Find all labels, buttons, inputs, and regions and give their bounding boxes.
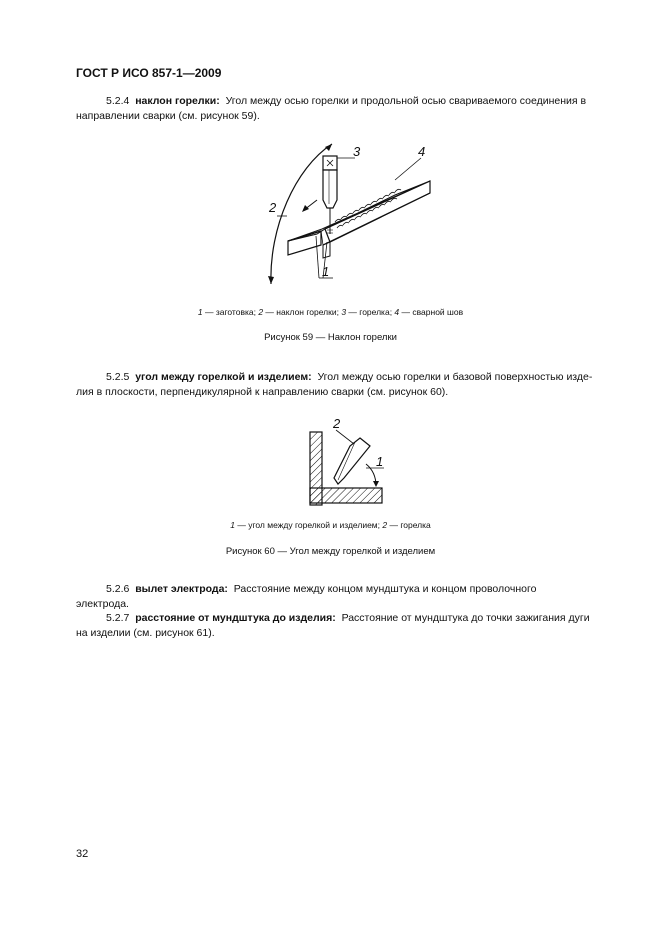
arc-arrowhead-top [325, 144, 332, 151]
figure-60-caption: Рисунок 60 — Угол между горелкой и изделием [225, 546, 436, 557]
section-text: Угол между осью горелки и базовой поверхностью изде- [317, 371, 593, 383]
arc-arrowhead-bottom [268, 276, 274, 284]
document-header: ГОСТ Р ИСО 857-1—2009 [76, 66, 222, 80]
figure-59-caption: Рисунок 59 — Наклон горелки [264, 332, 397, 343]
section-number: 5.2.4 [106, 95, 130, 107]
torch [334, 438, 370, 484]
label-1: 1 [376, 454, 384, 469]
section-text: Расстояние между концом мундштука и концом проволочного [233, 583, 537, 595]
section-term: наклон горелки: [135, 95, 220, 107]
label-1-leader-a [316, 236, 319, 278]
section-number: 5.2.6 [106, 583, 130, 595]
horizontal-plate [310, 488, 382, 503]
section-text: Угол между осью горелки и продольной осью свариваемого соединения в [225, 95, 587, 107]
label-2: 2 [333, 416, 341, 431]
label-2: 2 [269, 200, 277, 215]
section-number: 5.2.5 [106, 371, 130, 383]
section-term: угол между горелкой и изделием: [135, 371, 312, 383]
section-term: вылет электрода: [135, 583, 228, 595]
torch [323, 156, 337, 234]
label-1: 1 [322, 264, 330, 279]
section-text-cont: на изделии (см. рисунок 61). [76, 627, 215, 639]
section-text-cont: лия в плоскости, перпендикулярной к направлению сварки (см. рисунок 60). [76, 386, 449, 398]
figure-60-legend: 1 — угол между горелкой и изделием; 2 — горелка [230, 520, 431, 530]
figure-59-drawing [255, 138, 445, 290]
section-5-2-7 [76, 611, 616, 641]
section-text: Расстояние от мундштука до точки зажигания дуги [341, 612, 590, 624]
section-5-2-5 [76, 370, 616, 400]
figure-60-drawing [300, 414, 390, 506]
figure-59-legend: 1 — заготовка; 2 — наклон горелки; 3 — горелка; 4 — сварной шов [197, 307, 464, 317]
label-3: 3 [353, 144, 361, 159]
section-number: 5.2.7 [106, 612, 130, 624]
label-4: 4 [418, 144, 426, 159]
section-5-2-4 [76, 94, 616, 124]
section-text-cont: электрода. [76, 598, 129, 610]
section-text-cont: направлении сварки (см. рисунок 59). [76, 110, 260, 122]
page-number: 32 [76, 848, 89, 860]
section-5-2-6 [76, 582, 616, 612]
section-term: расстояние от мундштука до изделия: [135, 612, 336, 624]
workpiece-right-top [325, 181, 430, 242]
